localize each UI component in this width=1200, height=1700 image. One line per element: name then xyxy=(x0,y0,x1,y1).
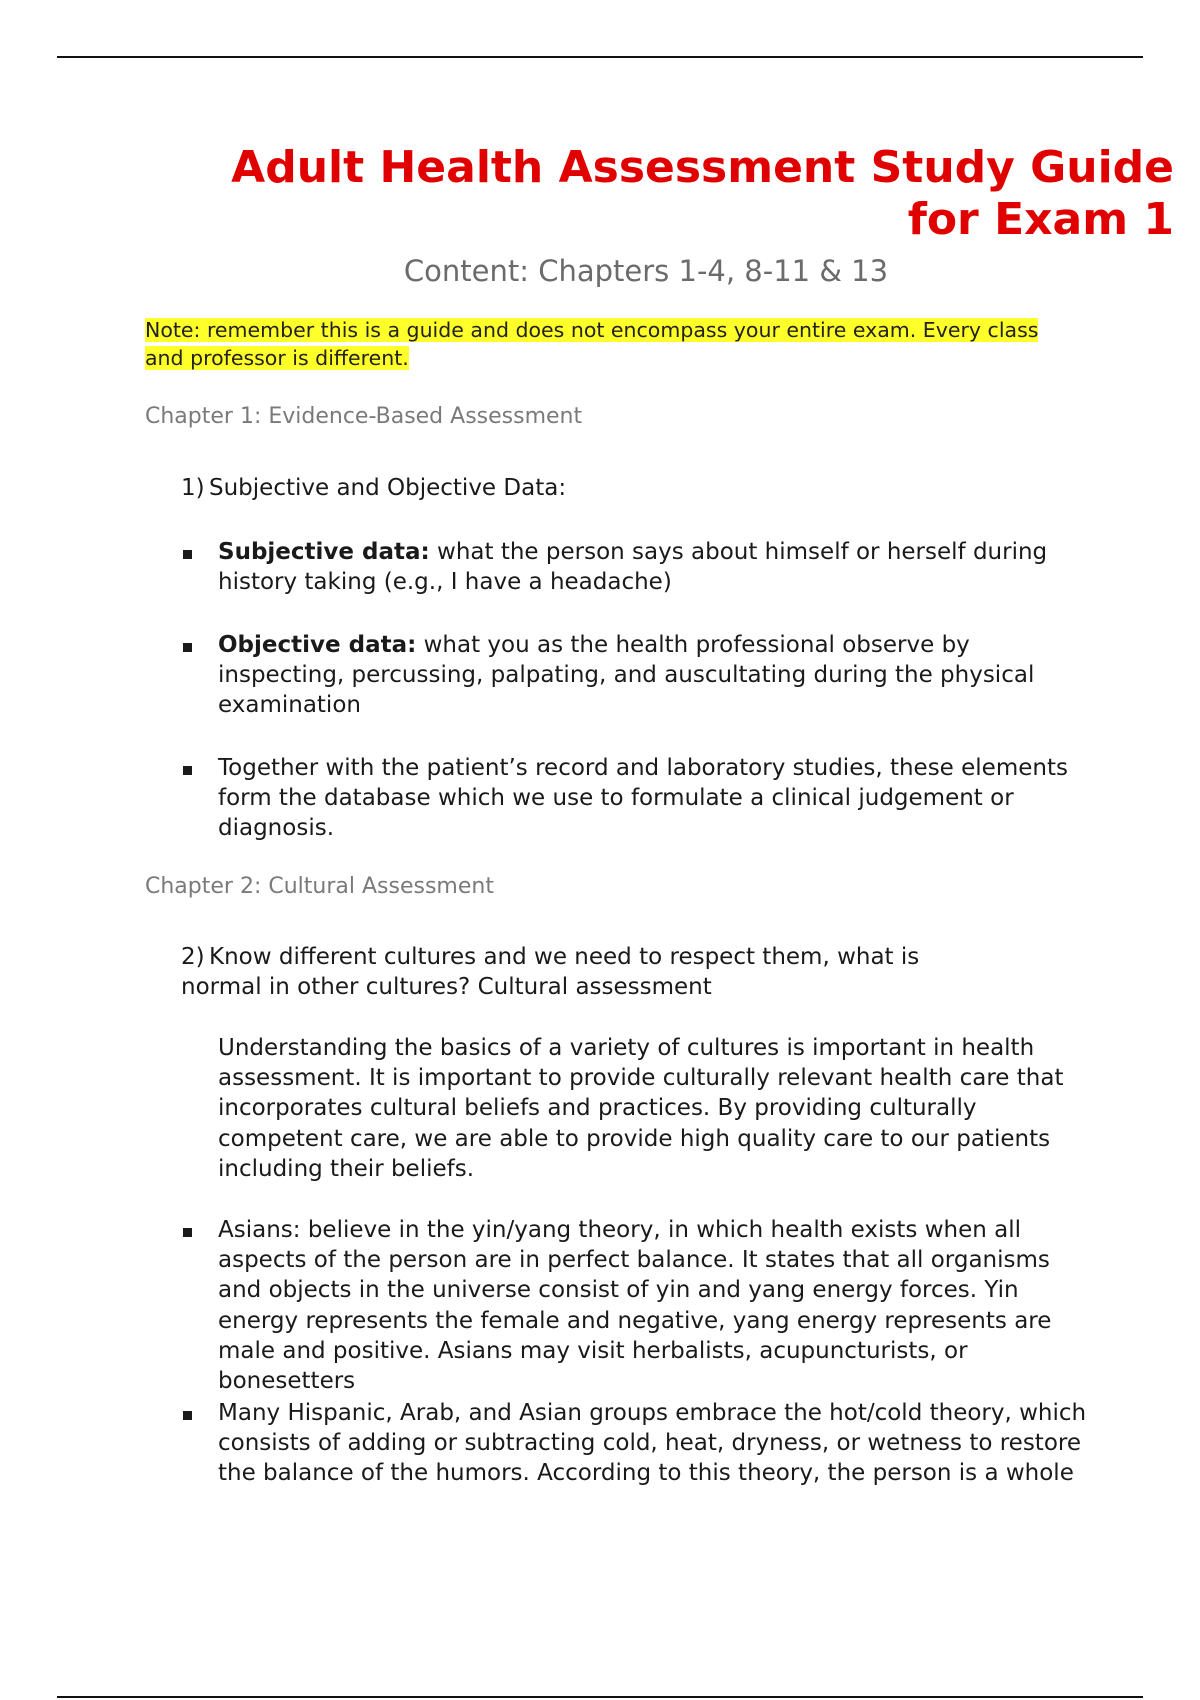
item-text: Know different cultures and we need to respect them, what is normal in other cultures? Cultural assessment xyxy=(181,944,920,1000)
bullet-term: Objective data: xyxy=(218,632,417,658)
bullet-text: what the person says about himself or herself during history taking (e.g., I have a headache) xyxy=(218,539,1048,596)
bullet-database xyxy=(218,753,1098,844)
item-text: Subjective and Objective Data: xyxy=(209,475,567,501)
bullet-asians: Asians: believe in the yin/yang theory, in which health exists when all aspects of the person are in perfect balance. It states that all organisms and objects in the universe consist of yin and yang energy forces. Yin energy represents the female and negative, yang energy represents are male and positive. Asians may visit herbalists, acupuncturists, or bonesetters xyxy=(218,1217,1052,1395)
bottom-rule xyxy=(57,1696,1143,1698)
item-number: 2) xyxy=(181,944,205,970)
chapter-1-heading: Chapter 1: Evidence-Based Assessment xyxy=(145,404,583,429)
bullet-icon xyxy=(183,643,192,652)
bullet-hot-cold-theory: Many Hispanic, Arab, and Asian groups embrace the hot/cold theory, which consists of adding or subtracting cold, heat, dryness, or wetness to restore the balance of the humors. According to this theory, the person is a whole xyxy=(218,1400,1087,1487)
item-number: 1) xyxy=(181,475,205,501)
bullet-icon xyxy=(183,1228,192,1237)
bullet-term: Subjective data: xyxy=(218,539,430,565)
bullet-text: what you as the health professional observe by inspecting, percussing, palpating, and auscultating during the physical examination xyxy=(218,632,1035,719)
highlighted-note xyxy=(145,316,1075,372)
document-title: Adult Health Assessment Study Guide for Exam 1 xyxy=(231,142,1174,245)
bullet-subjective-data xyxy=(218,537,1098,597)
cultural-paragraph: Understanding the basics of a variety of cultures is important in health assessment. It is important to provide culturally relevant health care that incorporates cultural beliefs and practices. By providing culturally competent care, we are able to provide high quality care to our patients including their beliefs. xyxy=(218,1035,1064,1182)
chapter-2-heading: Chapter 2: Cultural Assessment xyxy=(145,874,494,899)
numbered-item-1 xyxy=(181,473,566,503)
top-rule xyxy=(57,56,1143,58)
numbered-item-2 xyxy=(181,942,961,1002)
bullet-text: Together with the patient’s record and laboratory studies, these elements form the database which we use to formulate a clinical judgement or diagnosis. xyxy=(218,755,1068,842)
bullet-objective-data xyxy=(218,630,1098,721)
bullet-icon xyxy=(183,1411,192,1420)
note-text: Note: remember this is a guide and does not encompass your entire exam. Every class and professor is different. xyxy=(145,318,1039,370)
document-subtitle: Content: Chapters 1-4, 8-11 & 13 xyxy=(403,254,889,288)
bullet-icon xyxy=(183,766,192,775)
bullet-icon xyxy=(183,550,192,559)
